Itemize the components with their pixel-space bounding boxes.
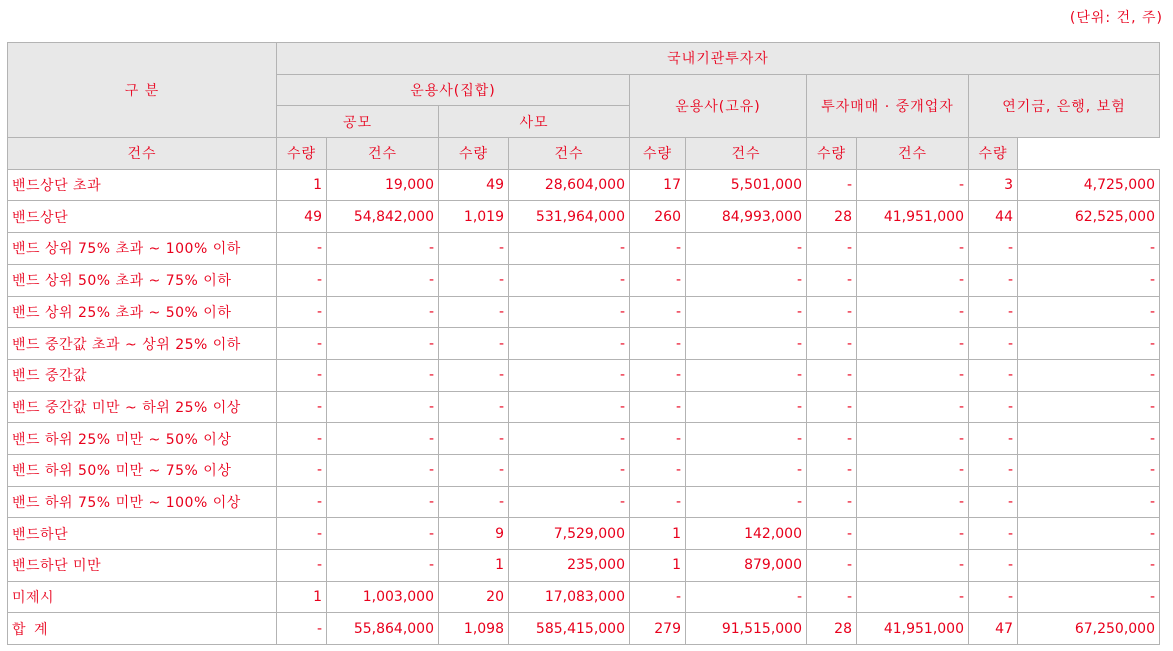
row-label: 밴드 상위 75% 초과 ~ 100% 이하 [8,233,277,265]
table-row [8,486,1160,518]
count-cell: - [807,233,857,265]
public-offering-header: 공모 [277,106,439,138]
volume-cell: - [686,328,807,360]
count-cell: - [807,296,857,328]
row-label: 밴드하단 미만 [8,550,277,582]
count-cell: - [277,486,327,518]
volume-cell: - [857,423,969,455]
count-cell: - [969,264,1018,296]
count-cell: 1,098 [439,613,509,645]
volume-cell: - [857,550,969,582]
count-cell: - [439,391,509,423]
volume-cell: - [857,328,969,360]
count-cell: - [969,518,1018,550]
count-cell: 1 [630,518,686,550]
count-cell: - [630,391,686,423]
volume-cell: - [1018,328,1160,360]
unit-note: (단위: 건, 주) [1069,10,1163,26]
volume-cell: - [1018,264,1160,296]
volume-cell: - [509,486,630,518]
count-cell: - [277,296,327,328]
count-header: 건수 [327,138,439,170]
volume-cell: 67,250,000 [1018,613,1160,645]
count-cell: 1 [277,581,327,613]
count-cell: - [439,486,509,518]
volume-cell: - [1018,359,1160,391]
count-cell: - [807,581,857,613]
asset-mgmt-proprietary-header: 운용사(고유) [630,74,807,137]
count-cell: - [439,264,509,296]
count-cell: - [439,328,509,360]
count-cell: - [969,581,1018,613]
volume-cell: 879,000 [686,550,807,582]
volume-header: 수량 [277,138,327,170]
volume-cell: - [686,359,807,391]
volume-cell: - [327,454,439,486]
count-cell: - [807,518,857,550]
volume-cell: - [686,581,807,613]
count-cell: - [807,169,857,201]
count-cell: - [277,328,327,360]
volume-cell: - [1018,391,1160,423]
count-cell: 28 [807,613,857,645]
volume-cell: - [327,328,439,360]
count-cell: 1 [439,550,509,582]
volume-cell: - [327,423,439,455]
table-row [8,169,1160,201]
row-label: 밴드 하위 50% 미만 ~ 75% 이상 [8,454,277,486]
count-cell: - [969,486,1018,518]
row-label: 합 계 [8,613,277,645]
count-cell: - [969,359,1018,391]
count-cell: - [277,391,327,423]
volume-header: 수량 [630,138,686,170]
count-header: 건수 [8,138,277,170]
volume-cell: - [1018,581,1160,613]
volume-cell: 1,003,000 [327,581,439,613]
volume-cell: - [857,454,969,486]
volume-cell: - [509,454,630,486]
volume-cell: - [1018,423,1160,455]
pension-bank-insurance-header: 연기금, 은행, 보험 [969,74,1160,137]
count-cell: 44 [969,201,1018,233]
volume-cell: - [857,518,969,550]
volume-cell: 531,964,000 [509,201,630,233]
count-cell: - [630,328,686,360]
table-row [8,233,1160,265]
count-cell: - [630,423,686,455]
volume-cell: 28,604,000 [509,169,630,201]
volume-header: 수량 [807,138,857,170]
volume-cell: - [509,264,630,296]
volume-cell: - [327,233,439,265]
volume-cell: 7,529,000 [509,518,630,550]
count-cell: - [277,454,327,486]
volume-cell: - [1018,233,1160,265]
volume-cell: - [686,486,807,518]
count-cell: - [969,233,1018,265]
count-cell: - [807,423,857,455]
count-cell: 20 [439,581,509,613]
count-cell: - [277,264,327,296]
volume-cell: - [509,233,630,265]
count-cell: - [969,296,1018,328]
volume-cell: - [686,391,807,423]
count-cell: 3 [969,169,1018,201]
volume-cell: - [686,233,807,265]
volume-cell: - [686,454,807,486]
count-cell: 279 [630,613,686,645]
count-cell: - [969,550,1018,582]
volume-cell: - [857,359,969,391]
volume-cell: - [1018,296,1160,328]
count-cell: - [969,328,1018,360]
row-label: 밴드 중간값 미만 ~ 하위 25% 이상 [8,391,277,423]
table-row [8,518,1160,550]
table-row [8,550,1160,582]
count-cell: 47 [969,613,1018,645]
count-cell: - [969,454,1018,486]
count-cell: - [969,391,1018,423]
count-cell: - [630,486,686,518]
count-cell: 9 [439,518,509,550]
count-cell: - [439,233,509,265]
table-row [8,201,1160,233]
row-label: 밴드 중간값 [8,359,277,391]
count-cell: - [807,454,857,486]
row-label: 밴드 하위 25% 미만 ~ 50% 이상 [8,423,277,455]
volume-cell: 4,725,000 [1018,169,1160,201]
volume-cell: - [1018,454,1160,486]
volume-cell: - [857,264,969,296]
count-cell: 17 [630,169,686,201]
volume-cell: - [509,423,630,455]
table-row [8,423,1160,455]
volume-cell: 55,864,000 [327,613,439,645]
count-cell: - [969,423,1018,455]
table-row [8,359,1160,391]
category-header: 구 분 [8,43,277,138]
count-cell: - [277,550,327,582]
volume-cell: 142,000 [686,518,807,550]
table-row [8,328,1160,360]
volume-cell: - [327,518,439,550]
volume-cell: 585,415,000 [509,613,630,645]
total-row [8,613,1160,645]
investment-brokerage-header: 투자매매 · 중개업자 [807,74,969,137]
volume-cell: - [857,486,969,518]
count-cell: 1 [630,550,686,582]
asset-mgmt-collective-header: 운용사(집합) [277,74,630,106]
count-cell: - [807,328,857,360]
count-cell: - [807,264,857,296]
demand-forecast-table [7,42,1160,645]
count-cell: - [630,454,686,486]
volume-cell: 41,951,000 [857,613,969,645]
count-cell: - [630,296,686,328]
row-label: 밴드 하위 75% 미만 ~ 100% 이상 [8,486,277,518]
volume-cell: - [686,296,807,328]
volume-cell: 62,525,000 [1018,201,1160,233]
volume-cell: - [327,391,439,423]
count-cell: 28 [807,201,857,233]
volume-cell: - [1018,518,1160,550]
count-header: 건수 [509,138,630,170]
volume-header: 수량 [969,138,1018,170]
count-header: 건수 [686,138,807,170]
count-cell: - [277,423,327,455]
volume-cell: - [686,423,807,455]
volume-cell: 84,993,000 [686,201,807,233]
count-cell: 49 [439,169,509,201]
count-cell: - [277,359,327,391]
domestic-investors-header: 국내기관투자자 [277,43,1160,75]
volume-cell: - [509,391,630,423]
table-row [8,391,1160,423]
count-cell: - [439,423,509,455]
count-cell: - [807,359,857,391]
volume-cell: - [509,359,630,391]
count-cell: - [277,613,327,645]
volume-cell: - [1018,486,1160,518]
row-label: 미제시 [8,581,277,613]
row-label: 밴드하단 [8,518,277,550]
volume-cell: 5,501,000 [686,169,807,201]
count-cell: 260 [630,201,686,233]
count-cell: - [630,359,686,391]
volume-cell: 17,083,000 [509,581,630,613]
volume-cell: - [327,296,439,328]
table-row [8,264,1160,296]
count-cell: 1,019 [439,201,509,233]
table-row [8,296,1160,328]
volume-cell: - [327,359,439,391]
row-label: 밴드상단 초과 [8,169,277,201]
count-cell: 49 [277,201,327,233]
table-row [8,581,1160,613]
table-row [8,454,1160,486]
volume-cell: 54,842,000 [327,201,439,233]
count-cell: - [630,581,686,613]
volume-cell: 41,951,000 [857,201,969,233]
count-cell: 1 [277,169,327,201]
row-label: 밴드 중간값 초과 ~ 상위 25% 이하 [8,328,277,360]
table-body [8,169,1160,644]
count-cell: - [630,264,686,296]
count-cell: - [277,233,327,265]
row-label: 밴드 상위 50% 초과 ~ 75% 이하 [8,264,277,296]
row-label: 밴드상단 [8,201,277,233]
volume-cell: - [686,264,807,296]
count-cell: - [277,518,327,550]
count-cell: - [807,550,857,582]
count-cell: - [807,391,857,423]
volume-cell: - [327,486,439,518]
count-cell: - [439,454,509,486]
count-header: 건수 [857,138,969,170]
count-cell: - [439,296,509,328]
private-offering-header: 사모 [439,106,630,138]
row-label: 밴드 상위 25% 초과 ~ 50% 이하 [8,296,277,328]
volume-cell: - [327,550,439,582]
count-cell: - [807,486,857,518]
volume-header: 수량 [439,138,509,170]
volume-cell: - [857,581,969,613]
volume-cell: 19,000 [327,169,439,201]
volume-cell: - [857,169,969,201]
volume-cell: - [509,296,630,328]
volume-cell: 235,000 [509,550,630,582]
volume-cell: 91,515,000 [686,613,807,645]
volume-cell: - [857,233,969,265]
volume-cell: - [327,264,439,296]
volume-cell: - [857,391,969,423]
volume-cell: - [509,328,630,360]
count-cell: - [630,233,686,265]
volume-cell: - [1018,550,1160,582]
volume-cell: - [857,296,969,328]
count-cell: - [439,359,509,391]
